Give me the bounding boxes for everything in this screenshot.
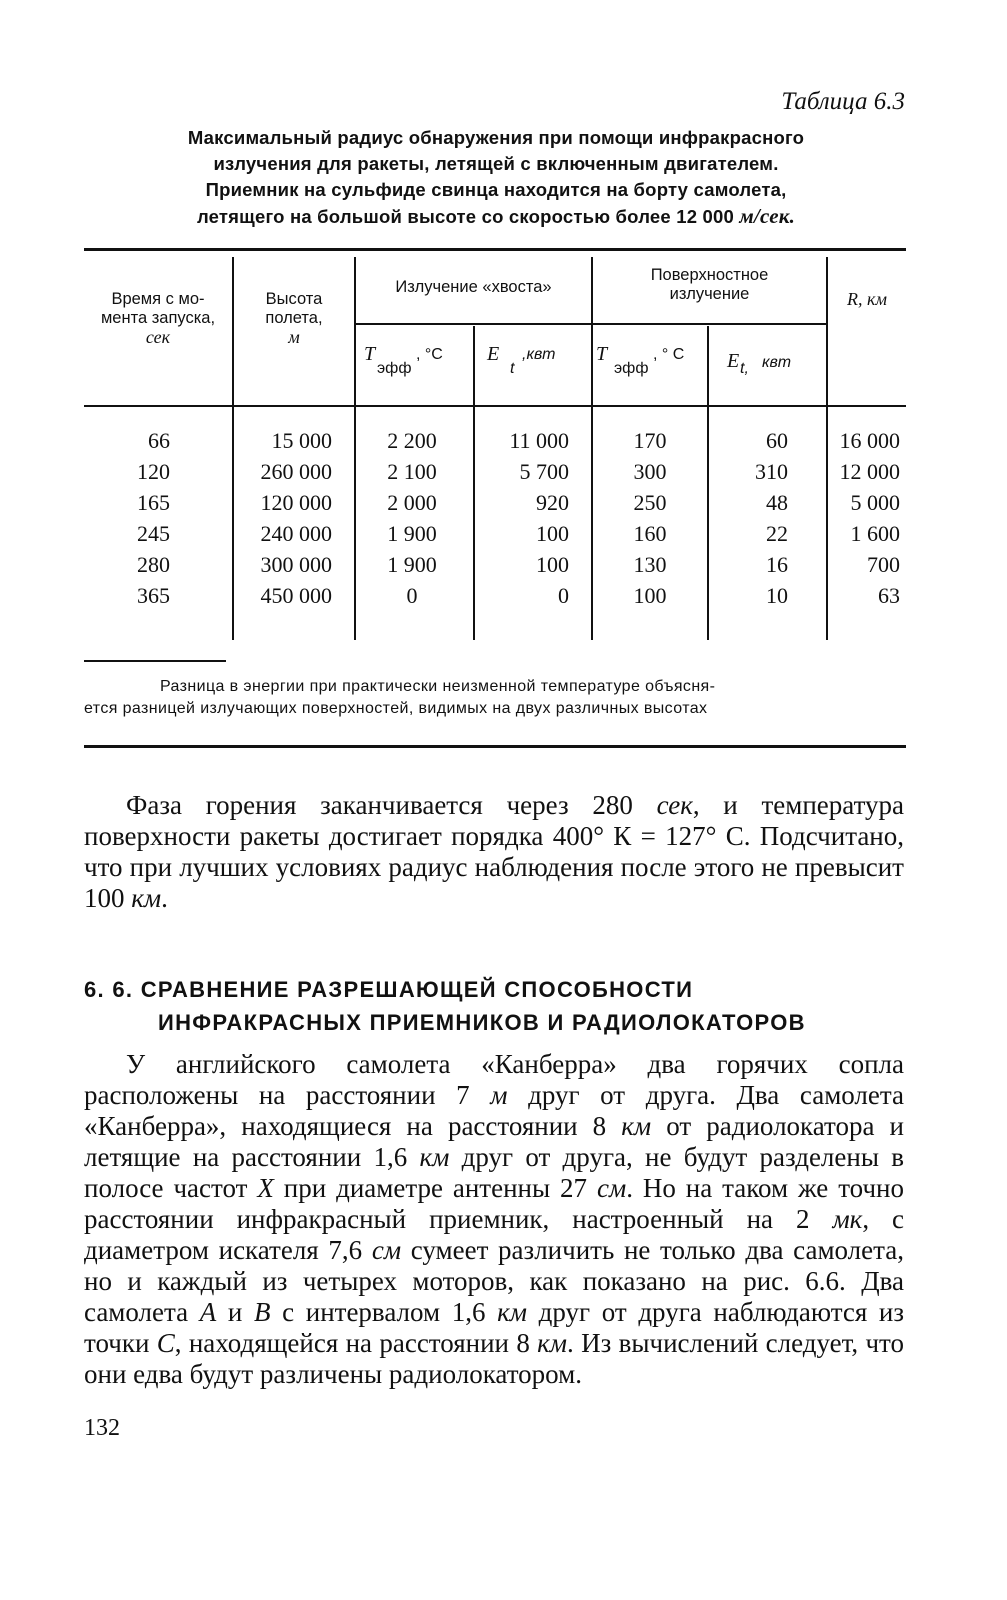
paragraph [84,790,904,914]
t-eff-symbol: T [364,343,376,365]
unit: км [497,1297,527,1327]
table-top-rule [84,248,906,251]
cell-altitude: 450 000 [260,583,332,608]
cell-e-surface: 310 [755,459,788,484]
unit: см [596,1173,627,1203]
cell-e-surface: 22 [766,521,788,546]
header-surface-radiation [593,266,826,304]
text-run: при диаметре антенны 27 [273,1173,597,1203]
unit: сек [656,790,693,820]
unit: км [621,1111,652,1141]
cell-e-tail: 920 [536,490,569,515]
cell-e-tail: 5 700 [519,459,569,484]
cell-altitude: 120 000 [260,490,332,515]
paragraph [84,1049,904,1390]
caption-line: Максимальный радиус обнаружения при помощи инфракрасного [187,127,805,148]
cell-t-surface: 100 [633,583,667,608]
t-eff-symbol: T [596,343,608,365]
unit: X [257,1173,274,1203]
text-run: друг от друга, не будут разделены в полосе частот [84,1142,904,1203]
cell-time: 165 [137,490,170,515]
e-t-unit: квт [762,354,792,371]
e-t-unit: ,квт [522,346,556,363]
unit: км [537,1328,568,1358]
unit: м [490,1080,508,1110]
unit: км [419,1142,450,1172]
table-label: Таблица 6.3 [781,88,905,115]
cell-e-tail: 100 [536,552,569,577]
table-row [0,490,1007,521]
t-eff-unit: , ° C [653,346,685,363]
cell-e-surface: 60 [766,428,788,453]
t-eff-subscript: эфф [614,360,649,377]
header-text: полета, [265,309,323,327]
cell-time: 280 [137,552,170,577]
table-row [0,459,1007,490]
text-run: с интервалом 1,6 [270,1297,498,1327]
e-t-symbol: E [487,343,500,365]
section-heading-line: ИНФРАКРАСНЫХ ПРИЕМНИКОВ И РАДИОЛОКАТОРОВ [158,1010,806,1035]
t-eff-subscript: эфф [377,360,412,377]
table-caption [84,125,908,230]
footnote-line: Разница в энергии при практически неизменной температуре объясня- [160,678,716,695]
header-unit: м [288,327,300,347]
cell-t-surface: 130 [633,552,667,577]
header-unit: сек [145,327,171,347]
cell-radius: 16 000 [839,428,900,453]
caption-line [84,203,908,230]
t-eff-unit: , °C [416,346,443,363]
cell-altitude: 240 000 [260,521,332,546]
cell-e-tail: 11 000 [509,428,569,453]
cell-t-surface: 170 [633,428,667,453]
text-run: . [161,883,168,913]
text-run: друг от друга. Два самолета «Канберра», находящиеся на расстоянии 8 [84,1080,904,1141]
text-run: , с диаметром искателя 7,6 [84,1204,905,1265]
footnote-rule [84,660,226,662]
text-run: . Но на таком же точно расстоянии инфракрасный приемник, настроенный на 2 [84,1173,904,1234]
cell-t-tail: 2 100 [387,459,437,484]
table-row [0,583,1007,614]
header-radius: R, км [847,289,887,309]
cell-radius: 63 [878,583,900,608]
unit: В [253,1297,271,1327]
unit: км [131,883,162,913]
caption-line: излучения для ракеты, летящей с включенным двигателем. [213,153,779,174]
text-run: . Из вычислений следует, что они едва будут различены радиолокатором. [84,1328,904,1389]
cell-radius: 1 600 [850,521,900,546]
text-run: друг от друга наблюдаются из точки [84,1297,904,1358]
cell-e-tail: 100 [536,521,569,546]
header-text: Поверхностное [650,266,769,284]
cell-time: 120 [137,459,170,484]
cell-e-surface: 48 [766,490,788,515]
footnote-line: ется разницей излучающих поверхностей, видимых на двух различных высотах [84,700,708,717]
unit: А [199,1297,217,1327]
header-text: мента запуска, [100,309,216,327]
cell-t-tail: 2 200 [387,428,437,453]
cell-e-surface: 16 [766,552,788,577]
e-t-subscript: t, [740,360,749,377]
text-run: от радиолокатора и летящие на расстоянии 1,6 [84,1111,904,1172]
cell-t-surface: 160 [633,521,667,546]
table-header-bottom-rule [84,405,906,407]
cell-t-surface: 250 [633,490,667,515]
cell-radius: 5 000 [850,490,900,515]
header-altitude [234,290,354,347]
cell-t-tail: 1 900 [387,521,437,546]
cell-e-tail: 0 [558,583,569,608]
cell-time: 66 [148,428,170,453]
table-bottom-rule [84,745,906,748]
caption-line: Приемник на сульфиде свинца находится на борту самолета, [205,179,787,200]
header-text: излучение [669,285,750,303]
table-footnote [84,676,904,720]
cell-radius: 700 [867,552,900,577]
table-header-midrule [354,323,826,325]
header-text: Высота [265,290,323,308]
text-run: У английского самолета «Канберра» два горячих сопла расположены на расстоянии 7 [84,1049,904,1110]
text-run: сумеет различить не только два самолета, но и каждый из четырех моторов, как показано на рис. 6.6. Два самолета [84,1235,904,1327]
cell-e-surface: 10 [766,583,788,608]
section-heading-line: 6. 6. СРАВНЕНИЕ РАЗРЕШАЮЩЕЙ СПОСОБНОСТИ [84,977,694,1002]
caption-unit: м/сек. [739,204,796,228]
text-run: Фаза горения заканчивается через 280 [126,790,657,820]
caption-text: летящего на большой высоте со скоростью более 12 000 [196,206,735,227]
text-run: и [216,1297,254,1327]
cell-time: 245 [137,521,170,546]
unit: С [156,1328,175,1358]
cell-altitude: 260 000 [260,459,332,484]
e-t-subscript: t [510,360,515,377]
text-run: , и температура поверхности ракеты достигает порядка 400° К = 127° С. Подсчитано, что при лучших условиях радиус наблюдения после этого не превысит 100 [84,790,905,913]
cell-t-tail: 0 [406,583,418,608]
section-heading [84,973,904,1039]
cell-t-tail: 1 900 [387,552,437,577]
unit: см [371,1235,402,1265]
page-number: 132 [84,1415,120,1441]
unit: мк [832,1204,863,1234]
header-text: Время с мо- [111,290,205,308]
header-tail-radiation: Излучение «хвоста» [395,278,552,296]
table-row [0,552,1007,583]
table-row [0,521,1007,552]
header-time [84,290,232,347]
cell-altitude: 15 000 [271,428,332,453]
cell-altitude: 300 000 [260,552,332,577]
table-row [0,428,1007,459]
cell-t-tail: 2 000 [387,490,437,515]
e-t-symbol: E [727,350,740,372]
cell-radius: 12 000 [839,459,900,484]
text-run: , находящейся на расстоянии 8 [174,1328,538,1358]
cell-t-surface: 300 [633,459,667,484]
cell-time: 365 [137,583,170,608]
